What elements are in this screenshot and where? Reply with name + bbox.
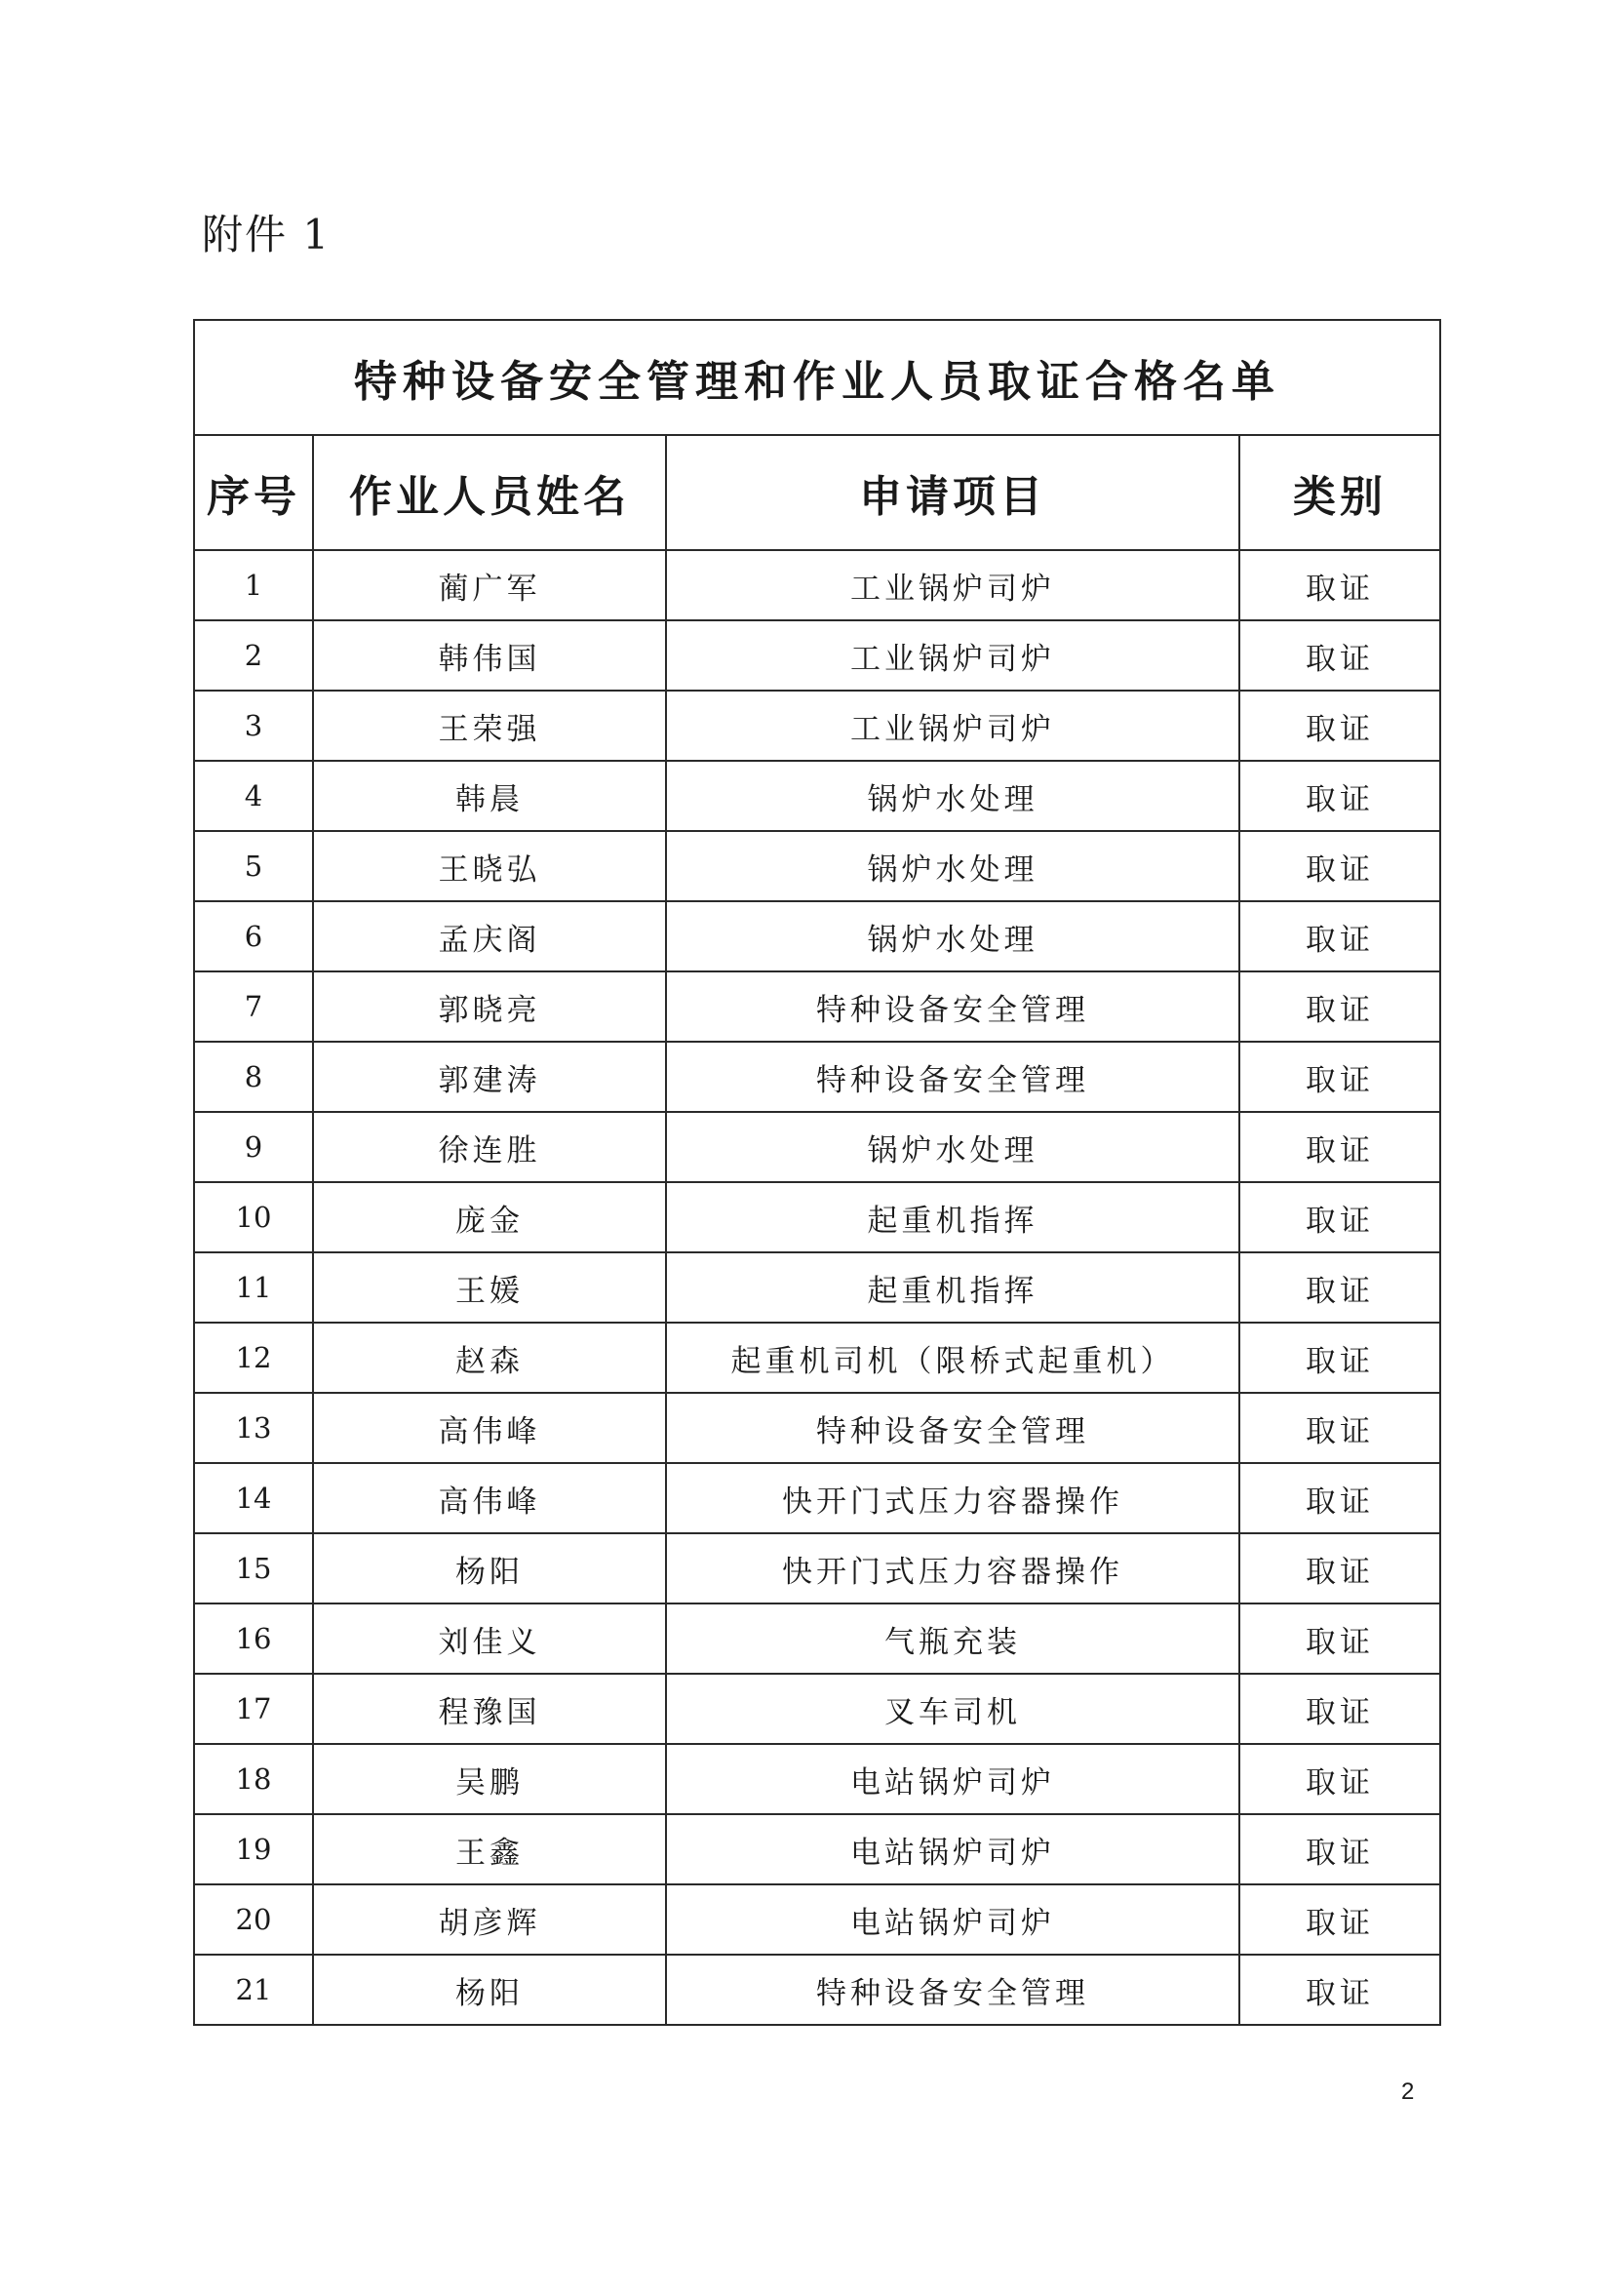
cell-no: 8 <box>194 1042 313 1112</box>
cell-no: 6 <box>194 901 313 971</box>
table-row <box>194 1674 1440 1744</box>
cell-category: 取证 <box>1239 1533 1440 1603</box>
cell-no: 21 <box>194 1955 313 2025</box>
cell-category: 取证 <box>1239 1393 1440 1463</box>
cell-name: 胡彦辉 <box>313 1884 666 1955</box>
table-row <box>194 1884 1440 1955</box>
cell-category: 取证 <box>1239 620 1440 691</box>
cell-name: 赵森 <box>313 1323 666 1393</box>
cell-name: 郭建涛 <box>313 1042 666 1112</box>
table-row <box>194 620 1440 691</box>
cell-name: 刘佳义 <box>313 1603 666 1674</box>
cell-no: 4 <box>194 761 313 831</box>
cell-no: 5 <box>194 831 313 901</box>
cell-name: 程豫国 <box>313 1674 666 1744</box>
cell-name: 徐连胜 <box>313 1112 666 1182</box>
cell-category: 取证 <box>1239 831 1440 901</box>
table-row <box>194 1252 1440 1323</box>
cell-name: 杨阳 <box>313 1533 666 1603</box>
table-row <box>194 831 1440 901</box>
cell-item: 快开门式压力容器操作 <box>666 1463 1239 1533</box>
cell-category: 取证 <box>1239 691 1440 761</box>
cell-no: 18 <box>194 1744 313 1814</box>
table-row <box>194 1393 1440 1463</box>
cell-name: 杨阳 <box>313 1955 666 2025</box>
cell-category: 取证 <box>1239 761 1440 831</box>
cell-no: 7 <box>194 971 313 1042</box>
table-row <box>194 1603 1440 1674</box>
cell-item: 锅炉水处理 <box>666 831 1239 901</box>
cell-name: 王媛 <box>313 1252 666 1323</box>
cell-no: 20 <box>194 1884 313 1955</box>
table-row <box>194 1042 1440 1112</box>
header-no: 序号 <box>194 435 313 550</box>
cell-no: 17 <box>194 1674 313 1744</box>
cell-category: 取证 <box>1239 1814 1440 1884</box>
cell-category: 取证 <box>1239 1323 1440 1393</box>
header-category: 类别 <box>1239 435 1440 550</box>
cell-category: 取证 <box>1239 1674 1440 1744</box>
cell-name: 王荣强 <box>313 691 666 761</box>
table-row <box>194 1112 1440 1182</box>
header-item: 申请项目 <box>666 435 1239 550</box>
cell-item: 起重机指挥 <box>666 1252 1239 1323</box>
table-row <box>194 1323 1440 1393</box>
table-row <box>194 761 1440 831</box>
cell-name: 蔺广军 <box>313 550 666 620</box>
cell-category: 取证 <box>1239 1463 1440 1533</box>
table-row <box>194 1182 1440 1252</box>
cell-category: 取证 <box>1239 550 1440 620</box>
cell-no: 3 <box>194 691 313 761</box>
cell-name: 王鑫 <box>313 1814 666 1884</box>
cell-category: 取证 <box>1239 901 1440 971</box>
table-row <box>194 901 1440 971</box>
table-row <box>194 1533 1440 1603</box>
cell-no: 16 <box>194 1603 313 1674</box>
cell-category: 取证 <box>1239 1884 1440 1955</box>
cell-category: 取证 <box>1239 1955 1440 2025</box>
cell-category: 取证 <box>1239 1744 1440 1814</box>
cell-no: 2 <box>194 620 313 691</box>
cell-no: 14 <box>194 1463 313 1533</box>
cell-no: 9 <box>194 1112 313 1182</box>
cell-item: 特种设备安全管理 <box>666 1955 1239 2025</box>
cell-item: 锅炉水处理 <box>666 1112 1239 1182</box>
cell-category: 取证 <box>1239 1252 1440 1323</box>
cell-name: 吴鹏 <box>313 1744 666 1814</box>
table-row <box>194 1814 1440 1884</box>
cell-no: 15 <box>194 1533 313 1603</box>
cell-item: 气瓶充装 <box>666 1603 1239 1674</box>
cell-item: 电站锅炉司炉 <box>666 1744 1239 1814</box>
table-row <box>194 1463 1440 1533</box>
table-row <box>194 971 1440 1042</box>
cell-name: 高伟峰 <box>313 1463 666 1533</box>
cell-name: 高伟峰 <box>313 1393 666 1463</box>
cell-no: 12 <box>194 1323 313 1393</box>
qualified-personnel-table <box>193 319 1441 2026</box>
cell-item: 起重机指挥 <box>666 1182 1239 1252</box>
cell-category: 取证 <box>1239 1182 1440 1252</box>
cell-item: 特种设备安全管理 <box>666 1042 1239 1112</box>
cell-item: 特种设备安全管理 <box>666 1393 1239 1463</box>
cell-item: 电站锅炉司炉 <box>666 1814 1239 1884</box>
cell-item: 锅炉水处理 <box>666 901 1239 971</box>
cell-item: 快开门式压力容器操作 <box>666 1533 1239 1603</box>
cell-no: 1 <box>194 550 313 620</box>
cell-name: 庞金 <box>313 1182 666 1252</box>
cell-name: 韩晨 <box>313 761 666 831</box>
cell-category: 取证 <box>1239 971 1440 1042</box>
cell-no: 10 <box>194 1182 313 1252</box>
cell-name: 韩伟国 <box>313 620 666 691</box>
cell-item: 工业锅炉司炉 <box>666 620 1239 691</box>
table-row <box>194 550 1440 620</box>
table-body <box>194 550 1440 2025</box>
cell-name: 王晓弘 <box>313 831 666 901</box>
cell-item: 工业锅炉司炉 <box>666 550 1239 620</box>
header-name: 作业人员姓名 <box>313 435 666 550</box>
page-number: 2 <box>1401 2078 1415 2105</box>
table-row <box>194 1955 1440 2025</box>
cell-item: 特种设备安全管理 <box>666 971 1239 1042</box>
table-title: 特种设备安全管理和作业人员取证合格名单 <box>194 320 1440 435</box>
attachment-label: 附件 1 <box>202 211 332 258</box>
cell-category: 取证 <box>1239 1112 1440 1182</box>
cell-item: 起重机司机（限桥式起重机） <box>666 1323 1239 1393</box>
cell-item: 工业锅炉司炉 <box>666 691 1239 761</box>
cell-no: 13 <box>194 1393 313 1463</box>
cell-item: 锅炉水处理 <box>666 761 1239 831</box>
cell-item: 电站锅炉司炉 <box>666 1884 1239 1955</box>
cell-category: 取证 <box>1239 1042 1440 1112</box>
cell-no: 11 <box>194 1252 313 1323</box>
cell-name: 郭晓亮 <box>313 971 666 1042</box>
cell-item: 叉车司机 <box>666 1674 1239 1744</box>
cell-no: 19 <box>194 1814 313 1884</box>
table-row <box>194 1744 1440 1814</box>
cell-category: 取证 <box>1239 1603 1440 1674</box>
cell-name: 孟庆阁 <box>313 901 666 971</box>
table-row <box>194 691 1440 761</box>
